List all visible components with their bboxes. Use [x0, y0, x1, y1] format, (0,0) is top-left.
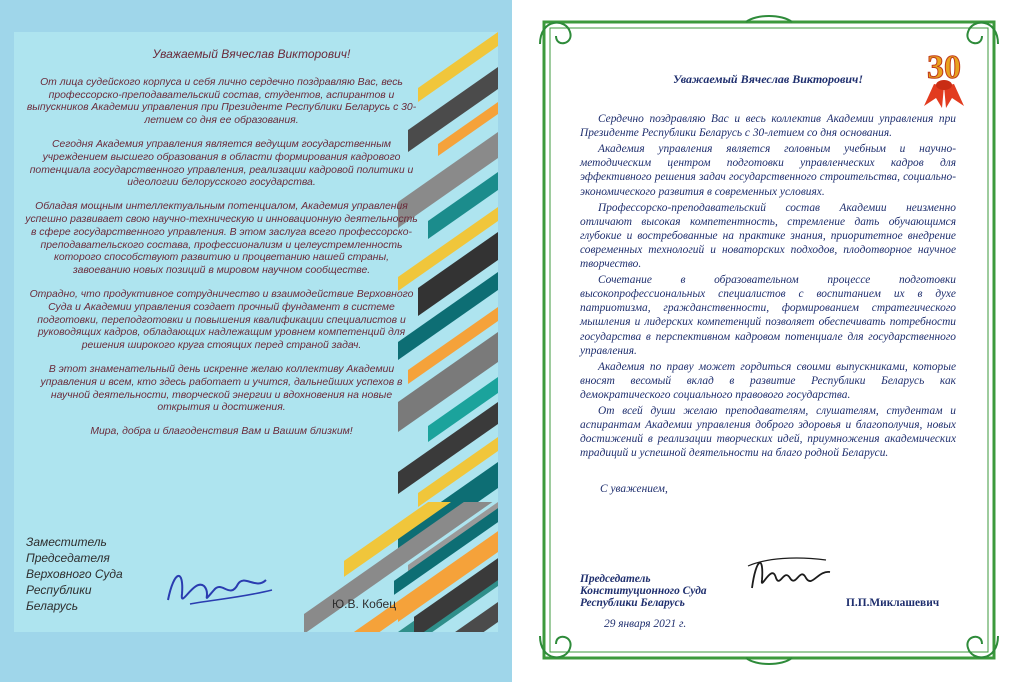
right-paragraph: Сочетание в образовательном процессе подготовки высокопрофессиональных специалистов с воспитанием их в духе патриотизма, гражданственности, формированием стратегического мышления и лидерских компетенций позволяет обеспечивать потребности государства в перспективном кадровом потенциале для государственного управления. — [580, 274, 956, 357]
right-letter — [536, 14, 1002, 666]
right-paragraph: Профессорско-преподавательский состав Академии неизменно отличают высокая компетентность, стремление дать обучающимся глубокие и востребованные на практике знания, приоритетное внедрение современных технологий и новаторских подходов, плодотворное научное творчество. — [580, 201, 956, 271]
left-signatory-name: Ю.В. Кобец — [332, 597, 397, 611]
left-paragraph: Обладая мощным интеллектуальным потенциалом, Академия управления успешно развивает свою научно-техническую и инновационную деятельность в сфере государственного управления. В этом заслуга всего профессорско-преподавательского состава, профессионализм и целеустремленность которого способствуют развитию и процветанию нашей страны, завоеванию новых позиций в мировом научном сообществе. — [25, 201, 418, 277]
left-greeting: Уважаемый Вячеслав Викторович! — [152, 47, 351, 61]
left-signature — [160, 560, 280, 620]
right-paragraph: От всей души желаю преподавателям, слушателям, студентам и аспирантам Академии управления доброго здоровья и благополучия, новых достижений в реализации творческих идей, приумножения академических традиций и успешной деятельности на благо родной Беларуси. — [580, 404, 956, 460]
right-date: 29 января 2021 г. — [604, 618, 687, 630]
left-paragraph: От лица судейского корпуса и себя лично сердечно поздравляю Вас, весь профессорско-преподавательский состав, студентов, аспирантов и выпускников Академии управления при Президенте Республики Беларусь с 30-летием со дня ее образования. — [26, 76, 417, 127]
right-letter-body — [580, 72, 956, 496]
right-paragraph: Академия по праву может гордиться своими выпускниками, которые вносят весомый вклад в развитие Республики Беларусь как демократического социального правового государства. — [580, 360, 956, 401]
left-paragraph: Сегодня Академия управления является ведущим государственным учреждением высшего образования в области формирования кадрового потенциала государственного управления, реализации кадровой политики и идеологии белорусского государства. — [29, 138, 414, 189]
right-closing: С уважением, — [600, 483, 668, 496]
right-signature — [746, 548, 836, 598]
right-paragraph: Академия управления является головным учебным и научно-методическим центром подготовки управленческих кадров для эффективного решения задач государственного строительства, социально-экономического развития в современных условиях. — [580, 143, 956, 198]
left-letter-body — [24, 48, 419, 450]
left-paragraph: Мира, добра и благоденствия Вам и Вашим близким! — [90, 426, 353, 438]
left-paragraph: Отрадно, что продуктивное сотрудничество и взаимодействие Верховного Суда и Академии управления создает прочный фундамент в системе подготовки, переподготовки и повышения квалификации специалистов и руководящих кадров, обладающих надлежащим уровнем компетенций для решения широкого круга стоящих перед страной задач. — [29, 288, 414, 352]
svg-text:30: 30 — [927, 49, 961, 86]
left-signatory-title: Заместитель Председателя Верховного Суда Республики Беларусь — [26, 535, 123, 613]
right-signatory-title: Председатель Конституционного Суда Республики Беларусь — [580, 573, 707, 609]
right-greeting: Уважаемый Вячеслав Викторович! — [672, 72, 863, 86]
left-paragraph: В этот знаменательный день искренне желаю коллективу Академии управления и всем, кто здесь работает и учится, дальнейших успехов в научной деятельности, творческой энергии и вдохновения на новые открытия и достижения. — [40, 363, 403, 414]
right-signatory-name: П.П.Миклашевич — [846, 597, 940, 609]
right-paragraph: Сердечно поздравляю Вас и весь коллектив Академии управления при Президенте Республики Беларусь с 30-летием со дня основания. — [580, 113, 956, 140]
